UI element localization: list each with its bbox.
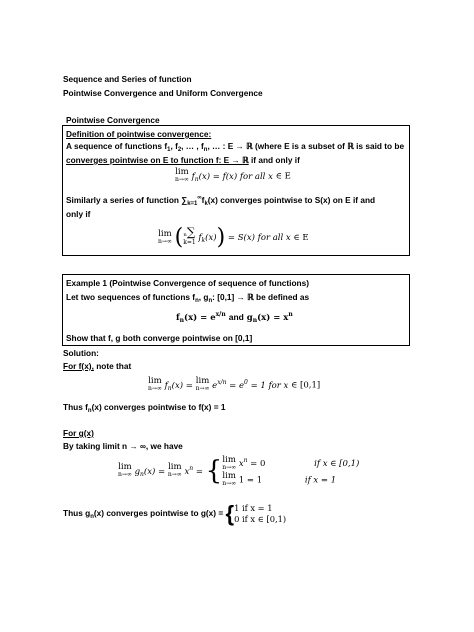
g-case-condition-1: if x ∈ [0,1) xyxy=(314,459,360,469)
example-line-1-start: Let two sequences of functions f xyxy=(66,292,196,302)
definition-line-4: only if xyxy=(66,209,91,219)
g-case-condition-2: if x = 1 xyxy=(304,475,337,485)
example-definitions: $f_n(x) = e^{x/n}$ and $g_n(x) = x^n$ xyxy=(176,311,293,324)
g-limit-formula: lim n→∞ $g_n(x) = \lim$ n→∞ $x^n = \{\lim$ n→∞ $x^n = 0$ if x ∈ [0,1) lim n→∞ 1 = 1 if x = 1 xyxy=(118,454,360,487)
example-line-1: Let two sequences of functions $f_n$, $g_n$: [0,1] → ℝ be defined as xyxy=(66,292,310,304)
for-g-label: For g(x) xyxy=(63,428,94,438)
for-f-label: For f(x), xyxy=(63,361,94,371)
thus-f-line: Thus $f_n(x)$ converges pointwise to f(x) = 1 xyxy=(63,402,226,414)
thus-g-end: (x) converges pointwise to g(x) = xyxy=(93,508,224,519)
f-limit-formula: lim n→∞ $f_n(x) = \lim$ n→∞ $e^{x/n} = e^0 = 1$ for x ∈ [0,1] xyxy=(148,376,321,392)
definition-line-1-end: (where E is a subset of ℝ is said to be xyxy=(252,141,405,151)
example-show-line: Show that f, g both converge pointwise on [0,1] xyxy=(66,333,253,343)
definition-line-2-underlined: converges pointwise on E to function f: E → ℝ xyxy=(66,155,249,165)
for-f-line xyxy=(63,361,131,371)
document-title: Sequence and Series of function xyxy=(63,74,192,84)
for-f-rest: note that xyxy=(93,361,132,371)
definition-line-2 xyxy=(66,155,300,165)
example-and: and xyxy=(228,312,244,322)
definition-formula-1: lim n→∞ $f_n(x) = f(x)$ for all x ∈ E xyxy=(175,167,291,183)
definition-title: Definition of pointwise convergence: xyxy=(66,129,212,139)
example-line-1-end: [0,1] → ℝ be defined as xyxy=(217,292,310,302)
document-subtitle: Pointwise Convergence and Uniform Convergence xyxy=(63,88,263,98)
definition-line-1-start: A sequence of functions f xyxy=(66,141,168,151)
thus-f-start: Thus f xyxy=(63,402,88,412)
definition-line-3-end: converges pointwise to S(x) on E if and xyxy=(220,195,376,205)
definition-line-1: A sequence of functions $f_1$, $f_2$, … , $f_n$, … : E → ℝ (where E is a subset of ℝ is said to be xyxy=(66,141,405,153)
section-title: Pointwise Convergence xyxy=(66,115,160,125)
thus-g-line: Thus $g_n(x)$ converges pointwise to g(x) = {1 if x = 1 0 if x ∈ [0,1) xyxy=(63,501,287,526)
definition-line-3: Similarly a series of function $\sum_{k=1}^\infty f_k(x)$ converges pointwise to S(x) on E if and xyxy=(66,195,376,207)
taking-limit-line: By taking limit n → ∞, we have xyxy=(63,441,183,451)
definition-formula-2: lim n→∞ (n∑ k=1 $f_k(x)) = S(x)$ for all x ∈ E xyxy=(158,225,309,250)
thus-f-end: (x) converges pointwise to f(x) = 1 xyxy=(91,402,226,412)
thus-g-start: Thus g xyxy=(63,508,91,519)
g-piecewise-case-2: 0 if x ∈ [0,1) xyxy=(234,514,287,524)
g-piecewise-case-1: 1 if x = 1 xyxy=(234,503,273,513)
example-title: Example 1 (Pointwise Convergence of sequence of functions) xyxy=(66,278,309,288)
solution-label: Solution: xyxy=(63,348,99,358)
definition-line-3-start: Similarly a series of function xyxy=(66,195,179,205)
definition-line-2-end: if and only if xyxy=(248,155,300,165)
